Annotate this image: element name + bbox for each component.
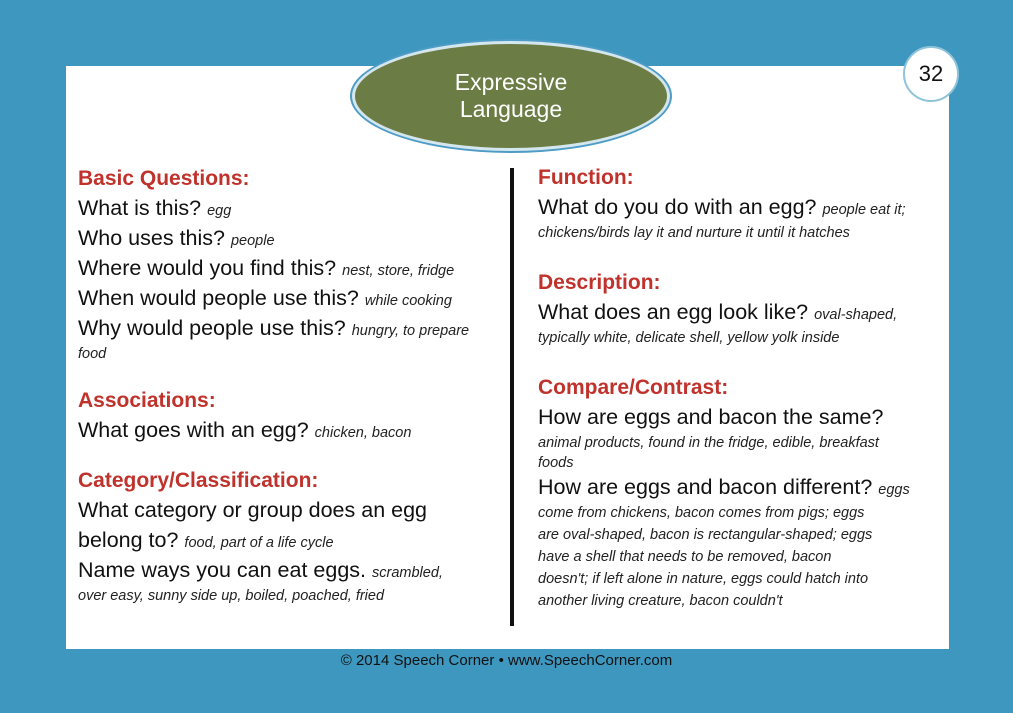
answer-text: hungry, to prepare [351,323,470,339]
answer-continuation: food [78,346,107,362]
answer-different-line: are oval-shaped, bacon is rectangular-shaped; eggs [538,527,873,543]
right-column [538,164,938,612]
answer-continuation: chickens/birds lay it and nurture it until it hatches [538,225,850,241]
description-heading: Description: [538,271,661,294]
basic-questions-heading: Basic Questions: [78,167,250,190]
answer-continuation: over easy, sunny side up, boiled, poached, fried [78,588,385,604]
answer-different-line: come from chickens, bacon comes from pigs; eggs [538,505,865,521]
question-category-line-1: What category or group does an egg [78,498,427,522]
answer-same-line-2: foods [538,455,574,471]
question-description [538,297,938,327]
answer-text: food, part of a life cycle [184,535,334,551]
answer-text: chicken, bacon [314,425,412,441]
question-who-uses [78,223,508,253]
title-badge [355,44,667,148]
answer-different-line: have a shell that needs to be removed, bacon [538,549,832,565]
question-text: What do you do with an egg? [538,195,817,219]
answer-continuation: typically white, delicate shell, yellow yolk inside [538,330,840,346]
answer-same-line-1: animal products, found in the fridge, edible, breakfast [538,435,879,451]
function-heading: Function: [538,166,634,189]
answer-different-line: doesn't; if left alone in nature, eggs could hatch into [538,571,869,587]
question-text: Where would you find this? [78,256,337,280]
question-when [78,283,508,313]
question-text: What does an egg look like? [538,300,809,324]
question-where [78,253,508,283]
question-same: How are eggs and bacon the same? [538,405,884,429]
compare-heading: Compare/Contrast: [538,376,729,399]
question-category-line-2 [78,525,508,555]
question-text: Who uses this? [78,226,225,250]
copyright-footer: © 2014 Speech Corner • www.SpeechCorner.com [340,652,673,669]
title-line-1: Expressive [454,69,568,95]
left-column [78,165,508,607]
question-text: How are eggs and bacon different? [538,475,873,499]
title-line-2: Language [459,96,563,122]
answer-text: egg [207,203,232,219]
question-what-is-this [78,193,508,223]
answer-text: people eat it; [822,202,906,218]
question-text: belong to? [78,528,179,552]
answer-different-line: another living creature, bacon couldn't [538,593,783,609]
question-text: Why would people use this? [78,316,346,340]
question-why [78,313,508,343]
question-text: When would people use this? [78,286,359,310]
associations-heading: Associations: [78,389,216,412]
question-what-goes-with [78,415,508,445]
answer-text: eggs [878,482,910,498]
answer-text: scrambled, [372,565,443,581]
question-text: What goes with an egg? [78,418,309,442]
question-text: What is this? [78,196,202,220]
question-name-ways [78,555,508,585]
question-different [538,472,938,502]
page-number: 32 [903,46,959,102]
answer-text: people [230,233,275,249]
answer-text: nest, store, fridge [342,263,455,279]
question-function [538,192,938,222]
question-text: Name ways you can eat eggs. [78,558,367,582]
answer-text: while cooking [364,293,452,309]
column-divider [510,168,514,626]
category-heading: Category/Classification: [78,469,319,492]
answer-text: oval-shaped, [814,307,898,323]
